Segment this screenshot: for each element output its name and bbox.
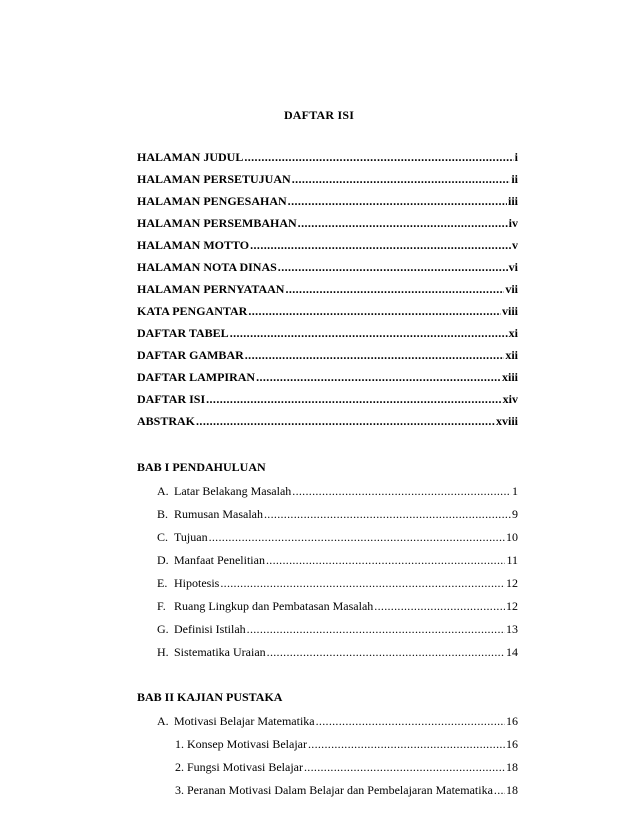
toc-entry-page: xi (508, 326, 518, 340)
toc-entry (137, 260, 518, 275)
leader-dots (196, 414, 495, 429)
leader-dots (248, 304, 501, 319)
toc-entry-page: iv (508, 216, 518, 230)
toc-entry-label: KATA PENGANTAR (137, 304, 248, 318)
leader-dots (267, 645, 505, 660)
section-letter: F. (157, 599, 166, 613)
toc-entry (137, 304, 518, 319)
toc-entry (137, 392, 518, 407)
toc-section-page: 1 (512, 484, 518, 498)
section-letter: A. (157, 484, 169, 498)
toc-section (157, 645, 518, 660)
leader-dots (298, 216, 508, 231)
toc-subsection-page: 18 (506, 783, 518, 797)
toc-section (157, 530, 518, 545)
leader-dots (494, 783, 505, 798)
leader-dots (288, 194, 507, 209)
section-letter: B. (157, 507, 169, 521)
section-title: Definisi Istilah (174, 622, 246, 636)
toc-entry (137, 150, 518, 165)
toc-entry (137, 348, 518, 363)
section-title: Latar Belakang Masalah (174, 484, 292, 498)
leader-dots (230, 326, 508, 341)
toc-entry (137, 216, 518, 231)
toc-section-page: 13 (506, 622, 518, 636)
section-title: Sistematika Uraian (174, 645, 266, 659)
toc-subsection-page: 18 (506, 760, 518, 774)
section-title: Ruang Lingkup dan Pembatasan Masalah (174, 599, 374, 613)
leader-dots (266, 553, 505, 568)
toc-entry (137, 282, 518, 297)
toc-entry-label: DAFTAR LAMPIRAN (137, 370, 256, 384)
toc-entry-label: ABSTRAK (137, 414, 196, 428)
leader-dots (209, 530, 505, 545)
toc-section (157, 484, 518, 499)
toc-section-page: 10 (506, 530, 518, 544)
leader-dots (250, 238, 511, 253)
section-title: Rumusan Masalah (174, 507, 263, 521)
toc-section-label (157, 645, 266, 660)
toc-entry-page: iii (507, 194, 518, 208)
leader-dots (206, 392, 502, 407)
toc-section-label (157, 622, 246, 637)
toc-entry-label: HALAMAN PERSEMBAHAN (137, 216, 297, 230)
toc-section-label (157, 599, 373, 614)
section-title: Tujuan (174, 530, 208, 544)
toc-entry (137, 370, 518, 385)
toc-section-page: 14 (506, 645, 518, 659)
toc-entry-label: DAFTAR TABEL (137, 326, 229, 340)
toc-section-label (157, 484, 291, 499)
section-letter: H. (157, 645, 169, 659)
leader-dots (285, 282, 504, 297)
toc-entry (137, 172, 518, 187)
toc-entry-page: i (514, 150, 518, 164)
leader-dots (245, 348, 505, 363)
leader-dots (316, 714, 505, 729)
toc-section-label (157, 576, 219, 591)
toc-section (157, 553, 518, 568)
toc-subsection-label: 2. Fungsi Motivasi Belajar (175, 760, 303, 774)
leader-dots (292, 172, 511, 187)
section-letter: C. (157, 530, 169, 544)
toc-entry (137, 414, 518, 429)
section-letter: E. (157, 576, 168, 590)
leader-dots (292, 484, 511, 499)
toc-entry-page: viii (501, 304, 518, 318)
toc-entry-label: HALAMAN MOTTO (137, 238, 250, 252)
toc-section-label (157, 553, 265, 568)
toc-section-label (157, 507, 263, 522)
toc-entry-page: xii (505, 348, 518, 362)
toc-section-page: 16 (506, 714, 518, 728)
toc-entry-page: ii (511, 172, 518, 186)
toc-entry-label: HALAMAN NOTA DINAS (137, 260, 277, 274)
toc-entry-label: DAFTAR ISI (137, 392, 206, 406)
toc-section-label (157, 714, 315, 729)
chapter-heading: BAB I PENDAHULUAN (137, 460, 266, 474)
leader-dots (220, 576, 505, 591)
toc-entry (137, 238, 518, 253)
toc-subsection-label: 1. Konsep Motivasi Belajar (175, 737, 307, 751)
toc-entry-page: vi (508, 260, 518, 274)
toc-subsection (175, 737, 518, 752)
section-letter: D. (157, 553, 169, 567)
toc-entry (137, 194, 518, 209)
leader-dots (308, 737, 505, 752)
toc-entry-page: v (512, 238, 518, 252)
toc-subsection (175, 760, 518, 775)
toc-subsection (175, 783, 518, 798)
section-title: Manfaat Penelitian (174, 553, 265, 567)
leader-dots (304, 760, 505, 775)
toc-section (157, 507, 518, 522)
toc-entry-label: HALAMAN PENGESAHAN (137, 194, 287, 208)
toc-entry-page: xiii (501, 370, 518, 384)
section-title: Motivasi Belajar Matematika (174, 714, 315, 728)
toc-section-page: 11 (506, 553, 518, 567)
toc-entry-page: xviii (495, 414, 518, 428)
toc-subsection-page: 16 (506, 737, 518, 751)
toc-entry-label: HALAMAN JUDUL (137, 150, 244, 164)
toc-section-label (157, 530, 208, 545)
toc-section-page: 12 (506, 576, 518, 590)
toc-entry-page: xiv (502, 392, 518, 406)
leader-dots (374, 599, 505, 614)
toc-entry-label: HALAMAN PERNYATAAN (137, 282, 285, 296)
toc-section (157, 714, 518, 729)
toc-section-page: 12 (506, 599, 518, 613)
toc-entry-label: HALAMAN PERSETUJUAN (137, 172, 291, 186)
toc-section (157, 599, 518, 614)
leader-dots (264, 507, 511, 522)
toc-section-page: 9 (512, 507, 518, 521)
page-title: DAFTAR ISI (283, 108, 355, 122)
leader-dots (247, 622, 505, 637)
toc-entry-page: vii (505, 282, 518, 296)
section-letter: G. (157, 622, 169, 636)
section-title: Hipotesis (174, 576, 220, 590)
section-letter: A. (157, 714, 169, 728)
toc-entry-label: DAFTAR GAMBAR (137, 348, 244, 362)
toc-entry (137, 326, 518, 341)
chapter-heading: BAB II KAJIAN PUSTAKA (137, 690, 283, 704)
toc-section (157, 576, 518, 591)
leader-dots (278, 260, 508, 275)
leader-dots (256, 370, 501, 385)
toc-section (157, 622, 518, 637)
leader-dots (244, 150, 513, 165)
toc-subsection-label: 3. Peranan Motivasi Dalam Belajar dan Pembelajaran Matematika (175, 783, 493, 797)
